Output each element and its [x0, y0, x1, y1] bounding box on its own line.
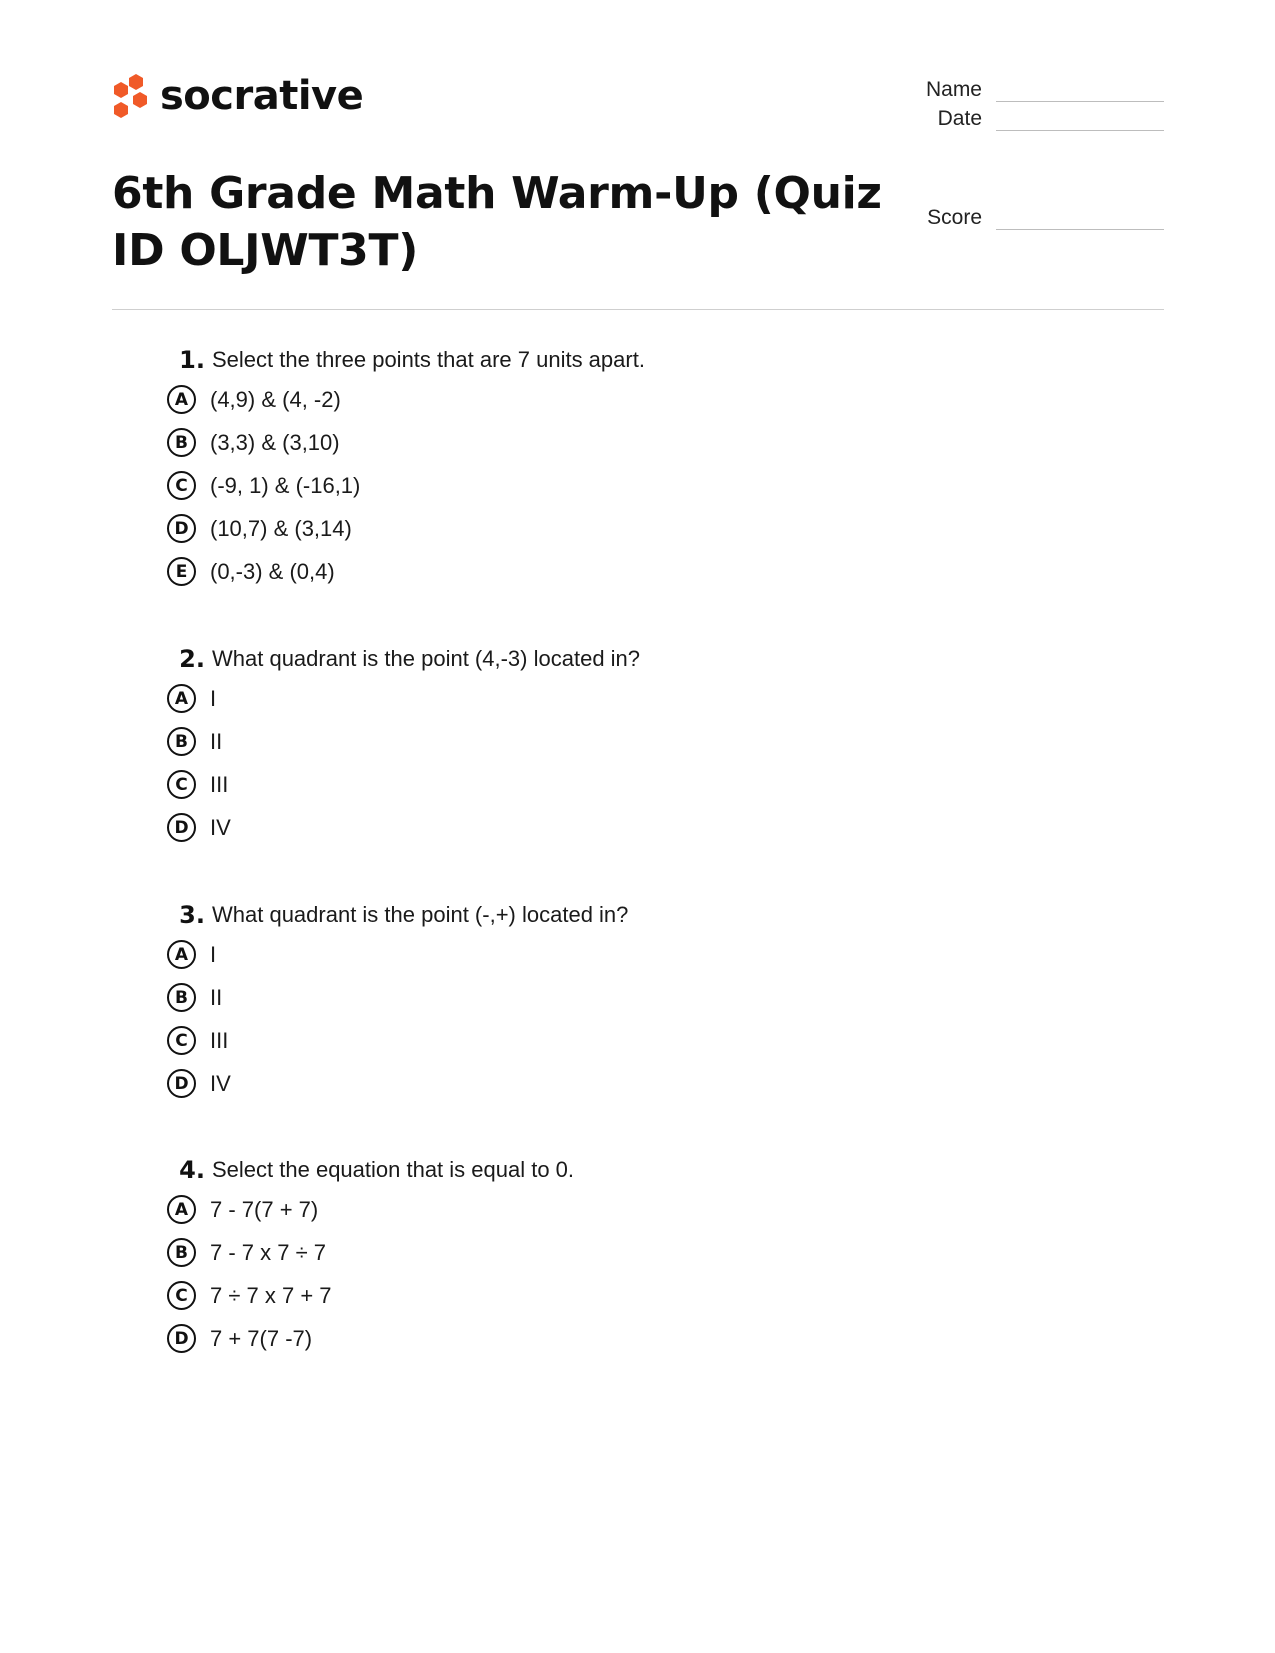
hexagon-cluster-icon: [112, 72, 150, 120]
option-text: (3,3) & (3,10): [210, 429, 340, 455]
divider: [112, 309, 1164, 310]
logo-wordmark: socrative: [160, 73, 364, 119]
option-c[interactable]: [160, 1274, 1060, 1317]
option-text: III: [210, 771, 229, 797]
date-line[interactable]: [996, 130, 1164, 131]
logo-hex-3: [133, 92, 147, 108]
option-letter-circle[interactable]: E: [167, 557, 196, 586]
option-text: II: [210, 984, 223, 1010]
option-c[interactable]: [160, 1019, 1060, 1062]
page-title: 6th Grade Math Warm-Up (Quiz ID OLJWT3T): [112, 168, 882, 276]
option-letter-circle[interactable]: D: [167, 813, 196, 842]
option-c[interactable]: [160, 464, 1060, 507]
option-letter-circle[interactable]: C: [167, 471, 196, 500]
question-header: [160, 342, 1060, 378]
option-letter-circle[interactable]: C: [167, 770, 196, 799]
question-number: 4.: [179, 1156, 205, 1184]
option-letter-circle[interactable]: A: [167, 684, 196, 713]
option-letter-circle[interactable]: B: [167, 727, 196, 756]
option-e[interactable]: [160, 550, 1060, 593]
option-text: IV: [210, 1070, 231, 1096]
option-letter-circle[interactable]: A: [167, 940, 196, 969]
option-text: 7 - 7 x 7 ÷ 7: [210, 1239, 327, 1265]
date-field[interactable]: [904, 107, 1164, 137]
question-4: [160, 1152, 1060, 1360]
option-letter-circle[interactable]: B: [167, 428, 196, 457]
question-number: 3.: [179, 901, 205, 929]
name-field[interactable]: [904, 78, 1164, 108]
option-text: III: [210, 1027, 229, 1053]
option-letter-circle[interactable]: B: [167, 983, 196, 1012]
option-text: I: [210, 685, 217, 711]
question-number: 2.: [179, 645, 205, 673]
option-d[interactable]: [160, 806, 1060, 849]
question-number: 1.: [179, 346, 205, 374]
option-letter-circle[interactable]: D: [167, 1069, 196, 1098]
option-b[interactable]: [160, 976, 1060, 1019]
option-text: 7 + 7(7 -7): [210, 1325, 313, 1351]
score-label: Score: [927, 206, 982, 229]
option-text: (10,7) & (3,14): [210, 515, 352, 541]
question-header: [160, 1152, 1060, 1188]
option-d[interactable]: [160, 1317, 1060, 1360]
option-d[interactable]: [160, 507, 1060, 550]
option-d[interactable]: [160, 1062, 1060, 1105]
option-letter-circle[interactable]: B: [167, 1238, 196, 1267]
question-1: [160, 342, 1060, 593]
question-text: Select the equation that is equal to 0.: [212, 1157, 575, 1182]
option-letter-circle[interactable]: C: [167, 1281, 196, 1310]
option-c[interactable]: [160, 763, 1060, 806]
date-label: Date: [937, 107, 982, 130]
option-text: IV: [210, 814, 231, 840]
option-b[interactable]: [160, 1231, 1060, 1274]
option-letter-circle[interactable]: D: [167, 1324, 196, 1353]
option-text: 7 ÷ 7 x 7 + 7: [210, 1282, 332, 1308]
option-text: 7 - 7(7 + 7): [210, 1196, 319, 1222]
question-text: Select the three points that are 7 units apart.: [212, 347, 645, 372]
question-header: [160, 641, 1060, 677]
option-b[interactable]: [160, 720, 1060, 763]
option-letter-circle[interactable]: C: [167, 1026, 196, 1055]
name-line[interactable]: [996, 101, 1164, 102]
question-text: What quadrant is the point (-,+) located in?: [212, 902, 629, 927]
logo-hex-4: [114, 102, 128, 118]
socrative-logo: [112, 72, 363, 120]
logo-hex-1: [129, 74, 143, 90]
option-a[interactable]: [160, 378, 1060, 421]
option-a[interactable]: [160, 933, 1060, 976]
option-letter-circle[interactable]: A: [167, 1195, 196, 1224]
question-2: [160, 641, 1060, 849]
score-field[interactable]: [904, 206, 1164, 236]
question-3: [160, 897, 1060, 1105]
question-text: What quadrant is the point (4,-3) located in?: [212, 646, 641, 671]
question-header: [160, 897, 1060, 933]
logo-hex-2: [114, 82, 128, 98]
option-text: (4,9) & (4, -2): [210, 386, 341, 412]
option-letter-circle[interactable]: D: [167, 514, 196, 543]
option-b[interactable]: [160, 421, 1060, 464]
option-text: I: [210, 941, 217, 967]
option-letter-circle[interactable]: A: [167, 385, 196, 414]
score-line[interactable]: [996, 229, 1164, 230]
option-a[interactable]: [160, 1188, 1060, 1231]
option-text: (0,-3) & (0,4): [210, 558, 335, 584]
name-label: Name: [925, 78, 982, 101]
option-text: II: [210, 728, 223, 754]
option-a[interactable]: [160, 677, 1060, 720]
option-text: (-9, 1) & (-16,1): [210, 472, 361, 498]
